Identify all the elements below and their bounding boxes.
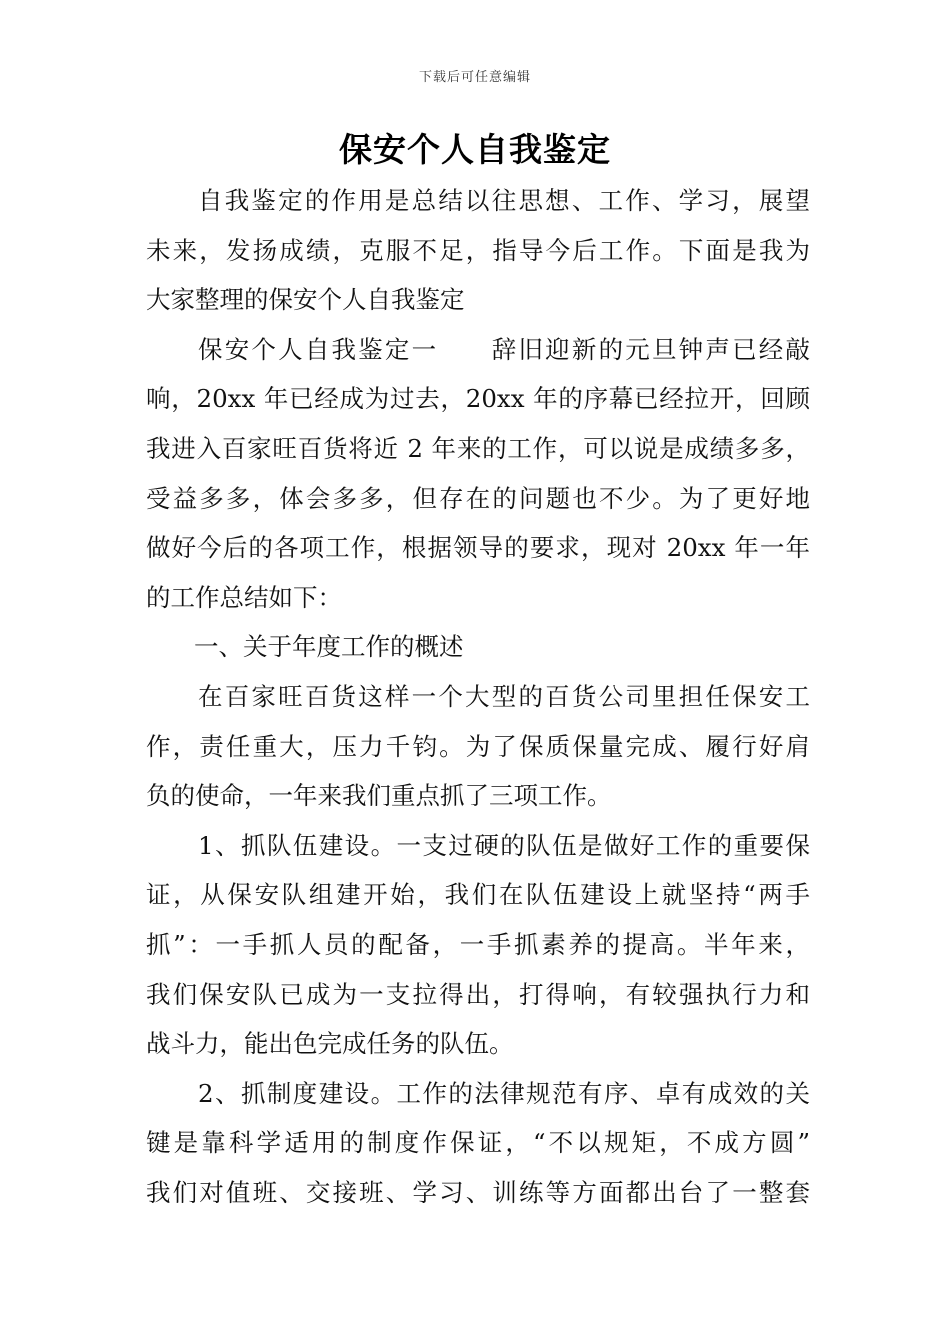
paragraph-line: 保安个人自我鉴定一 辞旧迎新的元旦钟声已经敲 bbox=[198, 334, 810, 364]
paragraph-line: 做好今后的各项工作，根据领导的要求，现对 20xx 年一年 bbox=[146, 533, 810, 563]
paragraph-line: 在百家旺百货这样一个大型的百货公司里担任保安工 bbox=[198, 681, 810, 711]
paragraph-line: 受益多多，体会多多，但存在的问题也不少。为了更好地 bbox=[146, 483, 810, 513]
paragraph-line: 证，从保安队组建开始，我们在队伍建设上就坚持“两手 bbox=[146, 880, 810, 910]
section-heading: 一、关于年度工作的概述 bbox=[194, 632, 464, 662]
paragraph-line: 我们保安队已成为一支拉得出，打得响，有较强执行力和 bbox=[146, 979, 810, 1009]
paragraph-line: 1、抓队伍建设。一支过硬的队伍是做好工作的重要保 bbox=[198, 830, 810, 860]
paragraph-line: 抓”：一手抓人员的配备，一手抓素养的提高。半年来， bbox=[146, 929, 810, 959]
paragraph-line: 作，责任重大，压力千钧。为了保质保量完成、履行好肩 bbox=[146, 731, 810, 761]
paragraph-line: 响，20xx 年已经成为过去，20xx 年的序幕已经拉开，回顾 bbox=[146, 384, 810, 414]
paragraph-line: 的工作总结如下： bbox=[146, 582, 342, 612]
paragraph-line: 键是靠科学适用的制度作保证，“不以规矩，不成方圆” bbox=[146, 1128, 810, 1158]
document-title: 保安个人自我鉴定 bbox=[339, 130, 611, 169]
paragraph-line: 我进入百家旺百货将近 2 年来的工作，可以说是成绩多多， bbox=[146, 433, 810, 463]
paragraph-line: 自我鉴定的作用是总结以往思想、工作、学习，展望 bbox=[198, 186, 810, 215]
document-body bbox=[146, 176, 810, 1217]
paragraph-line: 我们对值班、交接班、学习、训练等方面都出台了一整套 bbox=[146, 1177, 810, 1207]
paragraph-line: 战斗力，能出色完成任务的队伍。 bbox=[146, 1029, 514, 1059]
paragraph-line: 2、抓制度建设。工作的法律规范有序、卓有成效的关 bbox=[198, 1078, 810, 1108]
paragraph-line: 大家整理的保安个人自我鉴定 bbox=[146, 285, 465, 315]
paragraph-line: 负的使命，一年来我们重点抓了三项工作。 bbox=[146, 781, 612, 811]
paragraph-line: 未来，发扬成绩，克服不足，指导今后工作。下面是我为 bbox=[146, 235, 810, 265]
header-note: 下载后可任意编辑 bbox=[418, 70, 531, 85]
